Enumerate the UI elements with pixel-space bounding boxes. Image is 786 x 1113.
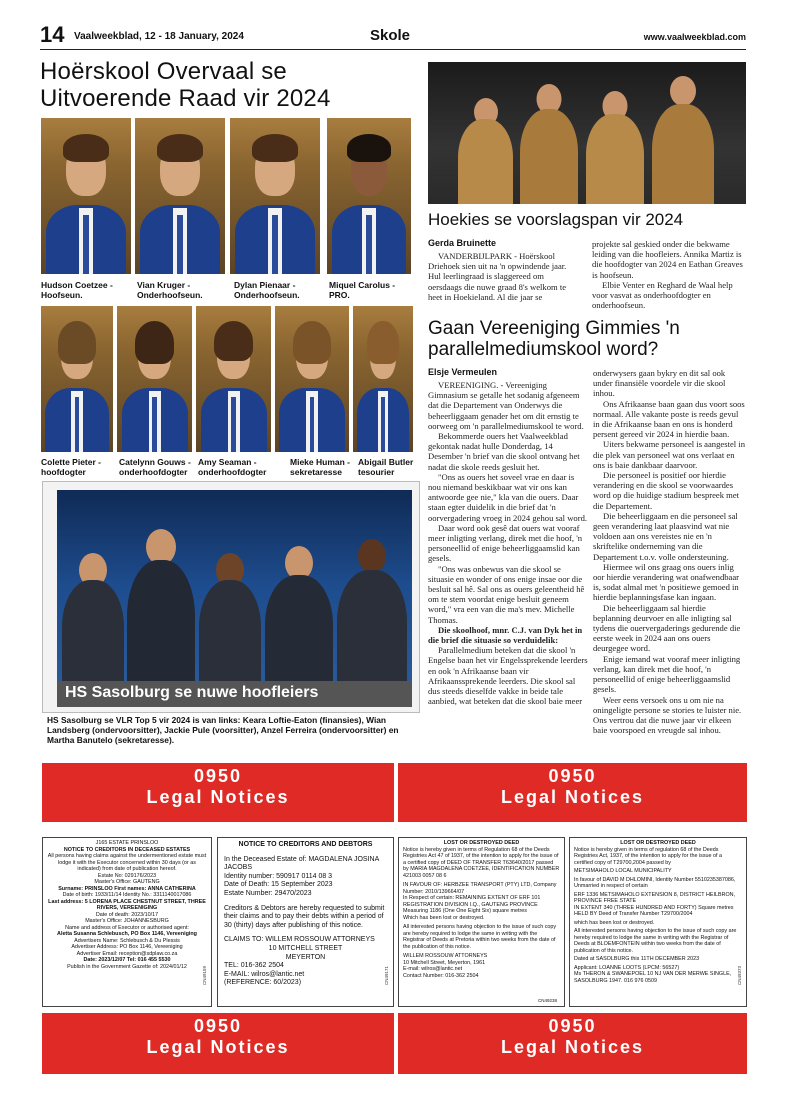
caption-amy: Amy Seaman - onderhoofdogter xyxy=(198,457,267,477)
notice-lost-deed-meyerton: LOST OR DESTROYED DEED Notice is hereby given in terms of Regulation 68 of the Deeds Registries Act 47 of 1937, of the intention to apply for the issue of a certified copy of DEED OF TRANSFER T63640/2017 passed by MARIA MAGDALENA COETZEE, IDENTIFICATION NUMBER 421003 0057 08 6 IN FAVOUR OF: HERBZEE TRANSPORT (PTY) LTD, Company Number: 2010/139664/07 In Respect of certain: REMAINING EXTENT OF ERF 101 REGISTRATION DIVISION I.Q., GAUTENG PROVINCE Measuring 1186 (One One Eight Six) square metres Which has been lost or destroyed. All interested persons having objection to the issue of such copy are hereby required to lodge the same in writing with the Registrar of Deeds at Pretoria within two weeks from the date of the publication of this notice. WILLEM ROSSOUW ATTORNEYS 10 Mitchell Street, Meyerton, 1961 E-mail: wilros@lantic.net Contact Number: 016-362 2504 xyxy=(398,837,565,1007)
sasolburg-banner xyxy=(57,681,412,707)
section-title: Skole xyxy=(370,27,411,44)
portrait-dylan-pienaar xyxy=(230,118,320,274)
portrait-colette-pieter xyxy=(41,306,113,452)
notice-jacobs-estate: NOTICE TO CREDITORS AND DEBTORS In the Deceased Estate of: MAGDALENA JOSINA JACOBS Identity number: 590917 0114 08 3 Date of Death: 15 September 2023 Estate Number: 29470/2023 Creditors & Debtors are hereby requested to submit their claims and to pay their debts within a period of 30 (thirty) days after publishing of this notice. CLAIMS TO: WILLEM ROSSOUW ATTORNEYS 10 MITCHELL STREET MEYERTON TEL: 016-362 2504 E-MAIL: wilros@lantic.net (REFERENCE: 60/2023) xyxy=(217,837,394,1007)
sasolburg-group-photo xyxy=(57,490,412,685)
sasolburg-headline: HS Sasolburg se nuwe hoofleiers xyxy=(65,684,319,701)
gimmies-col2: onderwysers gaan bykry en dit sal ook under finansiële voordele vir die skool inhou. Ons Afrikaanse baan gaan dus voort soos normaal. Alle vakante poste is reeds gevul in die Afrikaanse baan en ons is honderd persent gereed vir 2024 in hierdie baan. Uiters bekwame personeel is aangestel in die plek van personeel wat ons verlaat en ons is baie dankbaar daarvoor. Die personeel is positief oor hierdie verandering en die skool se voorwaardes word op die huidige stadium bespreek met die Departement. Die beheerliggaam en die personeel sal geen verandering laat plaasvind wat nie voldoen aan ons vereistes nie en 'n skriftelike onderneming van die Departement t.o.v. volle ondersteuning. Hiermee wil ons graag ons ouers inlig oor hierdie verandering wat onafwendbaar is, sodat almal met 'n positiewe gemoed in hierdie beplanningsfase kan ingaan. Die beheerliggaam sal hierdie beplanning deurvoer en alle inligting sal tydens die ouervergaderings gedurende die eerste week in 2024 aan ons ouers deurgegee word. Enige iemand wat vooraf meer inligting verlang, kan direk met die hoof, 'n personeellid of enige beheerliggaamslid gesels. Weer eens versoek ons u om nie na oningeligte persone se stories te luister nie. Ons vertrou dat die nuwe jaar vir elkeen baie voorspoed en vreugde sal inhou. xyxy=(593,368,745,736)
caption-mieke: Mieke Human - sekretaresse xyxy=(290,457,350,477)
hoekies-headline: Hoekies se voorslagspan vir 2024 xyxy=(428,210,684,229)
caption-vian: Vian Kruger - Onderhoofseun. xyxy=(137,280,203,300)
portrait-catelynn-gouws xyxy=(117,306,192,452)
notice1-code: CN49159 xyxy=(202,966,207,986)
notice-prinsloo-estate: J165 ESTATE PRINSLOO NOTICE TO CREDITORS IN DECEASED ESTATES All persons having claims against the undermentioned estate must lodge it with the Executor concerned within 30 days (or as indicated) from date of publication hereof. Estate No: 029176/2023 Master's Office: GAUTENG Surname: PRINSLOO First names: ANNA CATHERINA Date of birth: 1933/11/14 Identity No.: 3311140017086 Last address: 5 LORENA PLACE CHESTNUT STREET, THREE RIVERS, VEREENIGING Date of death: 2023/10/17 Master's Office: JOHANNESBURG Name and address of Executor or authorised agent: Aletta Susanna Schlebusch, PO Box 1146, Vereeniging Advertisers Name: Schlebusch & Du Plessis Advertiser Address: PO Box 1146, Vereeniging Advertiser Email: reception@sdplaw.co.za Date: 2023/12/07 Tel: 016 455 5530 Publish in the Government Gazette of: 2024/01/12 xyxy=(42,837,212,1007)
hoekies-group-photo xyxy=(428,62,746,204)
sasolburg-caption: HS Sasolburg se VLR Top 5 vir 2024 is van links: Keara Loftie-Eaton (finansies), Wian Landsberg (ondervoorsitter), Jackie Pule (voorsitter), Anzel Ferreira (ondervoorsitter) en Martha Banutelo (sekretaresse). xyxy=(47,715,399,745)
portrait-mieke-human xyxy=(275,306,349,452)
page-header xyxy=(40,22,746,50)
notice-lost-deed-sasolburg: LOST OR DESTROYED DEED Notice is hereby given in terms of regulation 68 of the Deeds Registries Act, 1937, of the intention to apply for the issue of a certified copy of T29700,2004 passed by METSIMAHOLO LOCAL MUNICIPALITY In favour of DAVID M DHLOMINI, Identity Number 5510235387086, Unmarried in respect of certain ERF 1336 METSIMAHOLO EXTENSION 8, DISTRICT HEILBRON, PROVINCE FREE STATE IN EXTENT 340 (THREE HUNDRED AND FORTY) Square metres HELD BY Deed of Transfer Number T29700/2004 which has been lost or destroyed. All interested persons having objection to the issue of such copy are hereby required to lodge the same in writing with the Registrar of Deeds at BLOEMFONTEIN within two weeks from the date of publication of this notice. Dated at SASOLBURG this 11TH DECEMBER 2023 Applicant: LOANNE LOOTS (LPCM: 56527) Ms THERON & SWANEPOEL 10 NJ VAN DER MERWE SINGLE, SASOLBURG 1947. 016 976 0509 xyxy=(569,837,747,1007)
website-link[interactable]: www.vaalweekblad.com xyxy=(643,32,746,42)
portrait-abigail-butler xyxy=(353,306,413,452)
portrait-amy-seaman xyxy=(196,306,271,452)
caption-abigail: Abigail Butler tesourier xyxy=(358,457,414,477)
hoekies-byline: Gerda Bruinette xyxy=(428,238,497,248)
publication-date: Vaalweekblad, 12 - 18 January, 2024 xyxy=(74,31,244,42)
legal-notices-banner-top-right: 0950 Legal Notices xyxy=(398,763,747,822)
portrait-miquel-carolus xyxy=(327,118,411,274)
hoekies-col1: VANDERBIJLPARK - Hoërskool Driehoek sien uit na 'n opwindende jaar. Hul leerlingraad is slaggereed om oersdaags die nuwe graad 8's welkom te heet in Hoekieland. Al die jaar se xyxy=(428,251,567,302)
gimmies-col1: VEREENIGING. - Vereeniging Gimnasium se getalle het sodanig afgeneem dat die Departement van Onderwys die beheerliggaam genader het om dit ernstig te oorweeg om 'n parallelmediumskool te word. Bekommerde ouers het Vaalweekblad gekontak nadat hulle Donderdag, 14 Desember 'n brief van die skool ontvang het nadat die skole reeds gesluit het. "Ons as ouers het soveel vrae en daar is nou niemand beskikbaar wat vir ons kan antwoorde gee nie," kla van die ouers. Daar staan egter duidelik in die brief dat 'n oorvergadering vroeg in 2024 gehou sal word. Daar word ook gesê dat ouers wat vooraf meer inligting verlang, direk met die hoof, 'n personeellid of enige beheerliggaamslid kan gesels. "Ons was onbewus van die skool se situasie en wonder of ons enige insae oor die besluit sal hê. Sal ons as ouers geleentheid hê om te stem voordat enige besluit geneem word," vra een van die ma's mev. Michelle Thomas. Die skoolhoof, mnr. C.J. van Dyk het in die brief die situasie so verduidelik: Parallelmedium beteken dat die skool 'n Engelse baan het vir Engelssprekende leerders en ook 'n Afrikaanse baan vir Afrikaanssprekende leerders. Die skool sal dus steeds dieselfde vakke in beide tale aanbied, wat beteken dat die skool baie meer xyxy=(428,380,588,707)
portrait-vian-kruger xyxy=(135,118,225,274)
gimmies-headline: Gaan Vereeniging Gimmies 'n parallelmediumskool word? xyxy=(428,318,680,360)
portrait-hudson-coetzee xyxy=(41,118,131,274)
caption-colette: Colette Pieter - hoofdogter xyxy=(41,457,101,477)
caption-catelynn: Catelynn Gouws - onderhoofdogter xyxy=(119,457,191,477)
caption-hudson: Hudson Coetzee - Hoofseun. xyxy=(41,280,113,300)
notice4-code: CN49373 xyxy=(737,966,742,986)
caption-dylan: Dylan Pienaar - Onderhoofseun. xyxy=(234,280,300,300)
caption-miquel: Miquel Carolus - PRO. xyxy=(329,280,396,300)
notice3-code: CN49238 xyxy=(538,998,558,1003)
gimmies-byline: Elsje Vermeulen xyxy=(428,367,498,377)
legal-notices-banner-bottom-right: 0950 Legal Notices xyxy=(398,1013,747,1074)
legal-notices-banner-bottom-left: 0950 Legal Notices xyxy=(42,1013,394,1074)
overvaal-headline: Hoërskool Overvaal se Uitvoerende Raad vir 2024 xyxy=(40,58,331,112)
legal-notices-banner-top-left: 0950 Legal Notices xyxy=(42,763,394,822)
page-number: 14 xyxy=(40,22,65,47)
hoekies-col2: projekte sal geskied onder die bekwame leiding van die hoofleiers. Annika Martiz is die hoofdogter van 2024 en Eathan Greaves is hoofseun. Elbie Venter en Reghard de Waal help voor vasvat as onderhoofdogter en onderhoofseun. xyxy=(592,239,743,311)
notice2-code: CN49171 xyxy=(384,966,389,986)
